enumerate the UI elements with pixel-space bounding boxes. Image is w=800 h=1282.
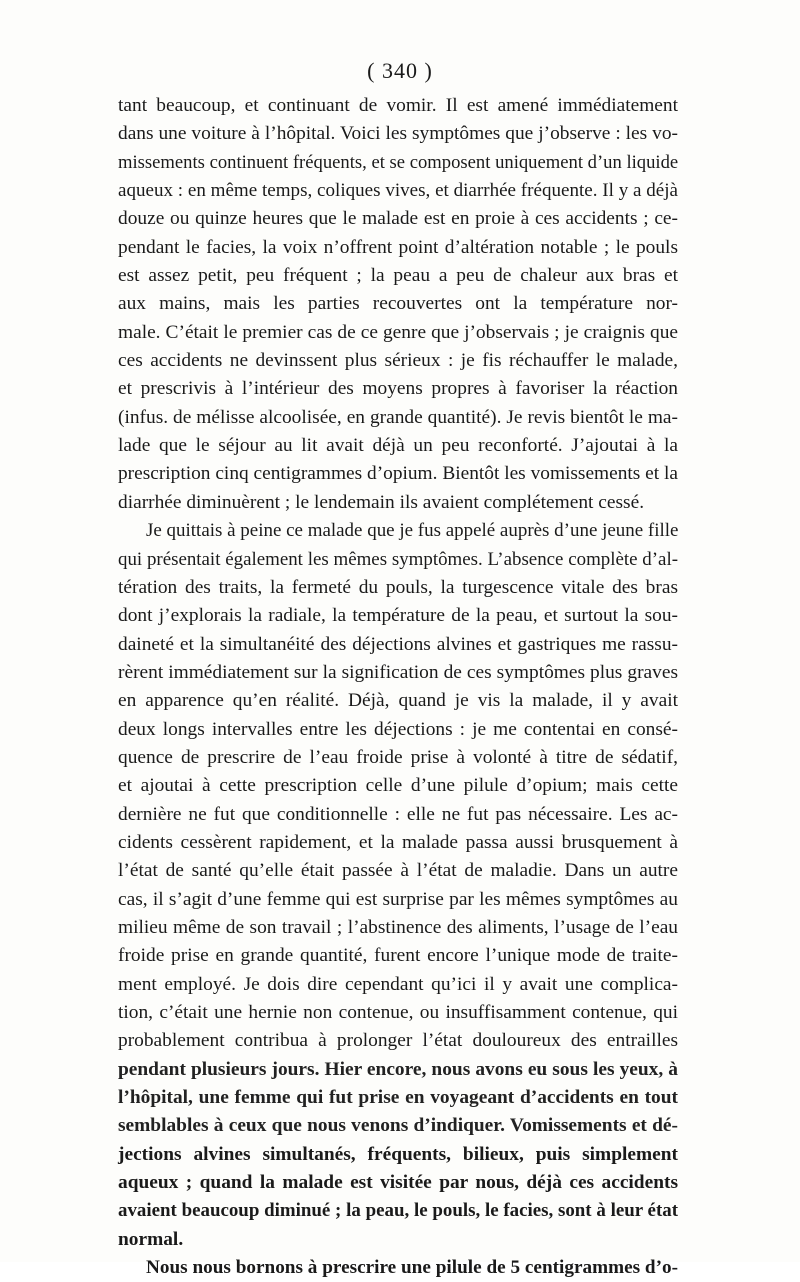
- text-line: l’hôpital, une femme qui fut prise en voyageant d’accidents en tout: [118, 1087, 678, 1109]
- text-line: (infus. de mélisse alcoolisée, en grande quantité). Je revis bientôt le ma-: [118, 406, 678, 428]
- text-line: qui présentait également les mêmes symptômes. L’absence complète d’al-: [118, 548, 678, 570]
- text-line: ment employé. Je dois dire cependant qu’ici il y avait une complica-: [118, 973, 678, 995]
- text-line: prescription cinq centigrammes d’opium. Bientôt les vomissements et la: [118, 463, 678, 485]
- text-line: Nous nous bornons à prescrire une pilule de 5 centigrammes d’o-: [146, 1257, 678, 1279]
- text-line: en apparence qu’en réalité. Déjà, quand je vis la malade, il y avait: [118, 690, 678, 712]
- text-line: cidents cessèrent rapidement, et la malade passa aussi brusquement à: [118, 831, 678, 853]
- text-line: milieu même de son travail ; l’abstinence des aliments, l’usage de l’eau: [118, 916, 678, 938]
- text-line: aqueux : en même temps, coliques vives, et diarrhée fréquente. Il y a déjà: [118, 180, 678, 202]
- text-line: dans une voiture à l’hôpital. Voici les symptômes que j’observe : les vo-: [118, 123, 678, 145]
- text-line: aux mains, mais les parties recouvertes ont la température nor-: [118, 293, 678, 315]
- text-line: semblables à ceux que nous venons d’indiquer. Vomissements et dé-: [118, 1115, 678, 1137]
- text-line: est assez petit, peu fréquent ; la peau a peu de chaleur aux bras et: [118, 265, 678, 287]
- text-line: daineté et la simultanéité des déjections alvines et gastriques me rassu-: [118, 633, 678, 655]
- text-line: cas, il s’agit d’une femme qui est surprise par les mêmes symptômes au: [118, 888, 678, 910]
- text-line: Je quittais à peine ce malade que je fus appelé auprès d’une jeune fille: [146, 520, 679, 542]
- text-line: missements continuent fréquents, et se composent uniquement d’un liquide: [118, 151, 679, 173]
- text-line: pendant le facies, la voix n’offrent point d’altération notable ; le pouls: [118, 236, 678, 258]
- text-line: froide prise en grande quantité, furent encore l’unique mode de traite-: [118, 945, 678, 967]
- body-text: [118, 92, 678, 1282]
- text-line: tant beaucoup, et continuant de vomir. Il est amené immédiatement: [118, 95, 678, 116]
- page-number: ( 340 ): [367, 58, 433, 83]
- text-line: et prescrivis à l’intérieur des moyens propres à favoriser la réaction: [118, 378, 678, 400]
- text-line: lade que le séjour au lit avait déjà un peu reconforté. J’ajoutai à la: [118, 435, 678, 457]
- text-line: diarrhée diminuèrent ; le lendemain ils avaient complétement cessé.: [118, 491, 645, 513]
- text-line: tération des traits, la fermeté du pouls, la turgescence vitale des bras: [118, 576, 678, 598]
- text-line: aqueux ; quand la malade est visitée par nous, déjà ces accidents: [118, 1172, 678, 1194]
- text-line: dont j’explorais la radiale, la température de la peau, et surtout la sou-: [118, 605, 678, 627]
- text-line: probablement contribua à prolonger l’état douloureux des entrailles: [118, 1030, 678, 1052]
- text-line: tion, c’était une hernie non contenue, ou insuffisamment contenue, qui: [118, 1002, 678, 1023]
- text-line: quence de prescrire de l’eau froide prise à volonté à titre de sédatif,: [118, 746, 678, 768]
- text-line: ces accidents ne devinssent plus sérieux : je fis réchauffer le malade,: [118, 350, 678, 372]
- text-line: l’état de santé qu’elle était passée à l’état de maladie. Dans un autre: [118, 860, 678, 882]
- text-line: jections alvines simultanés, fréquents, bilieux, puis simplement: [118, 1143, 678, 1165]
- text-line: et ajoutai à cette prescription celle d’une pilule d’opium; mais cette: [118, 775, 678, 797]
- text-line: pendant plusieurs jours. Hier encore, nous avons eu sous les yeux, à: [118, 1058, 678, 1080]
- text-line: normal.: [118, 1228, 184, 1250]
- text-line: rèrent immédiatement sur la signification de ces symptômes plus graves: [118, 661, 678, 683]
- text-line: douze ou quinze heures que le malade est en proie à ces accidents ; ce-: [118, 208, 678, 230]
- text-line: male. C’était le premier cas de ce genre que j’observais ; je craignis que: [118, 321, 678, 343]
- text-line: avaient beaucoup diminué ; la peau, le pouls, le facies, sont à leur état: [118, 1200, 678, 1222]
- text-line: dernière ne fut que conditionnelle : elle ne fut pas nécessaire. Les ac-: [118, 803, 678, 825]
- text-line: deux longs intervalles entre les déjections : je me contentai en consé-: [118, 718, 678, 740]
